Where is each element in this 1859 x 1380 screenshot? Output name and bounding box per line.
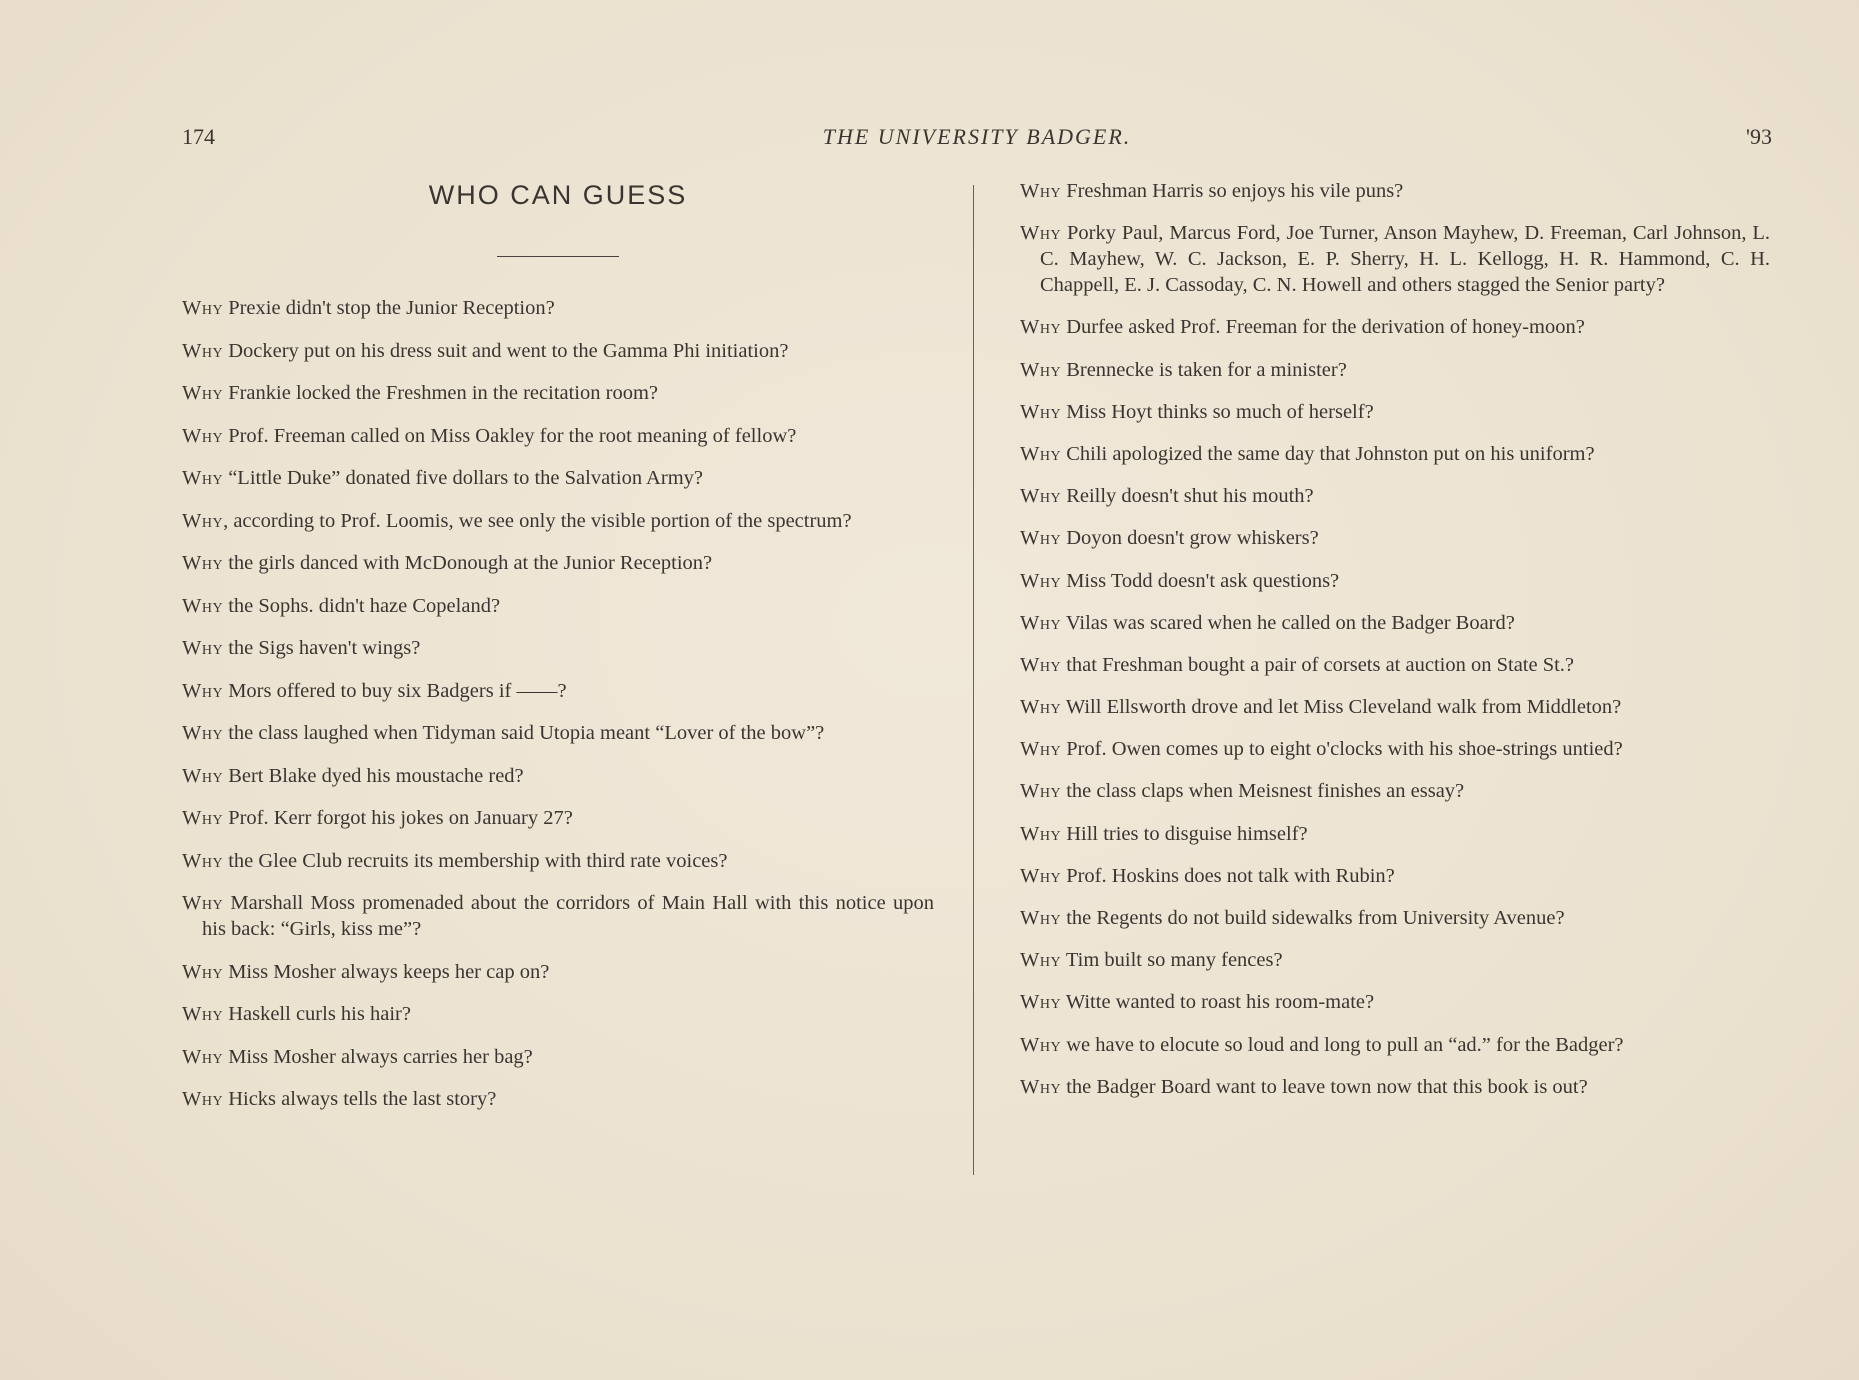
question-entry	[1020, 483, 1770, 509]
title-rule	[497, 256, 619, 257]
entry-text: Will Ellsworth drove and let Miss Cleveland walk from Middleton?	[1061, 696, 1622, 719]
question-entry	[1020, 357, 1770, 383]
question-entry	[1020, 525, 1770, 551]
entry-lead: Why	[182, 339, 224, 362]
entry-lead: Why	[1020, 222, 1062, 245]
entry-text: Doyon doesn't grow whiskers?	[1061, 527, 1319, 550]
year-mark: '93	[1746, 124, 1772, 149]
question-entry	[1020, 821, 1770, 847]
entry-text: the Sigs haven't wings?	[223, 637, 421, 659]
question-entry	[182, 678, 934, 704]
entry-text: Haskell curls his hair?	[223, 1003, 411, 1025]
question-entry	[1020, 778, 1770, 804]
question-entry	[182, 593, 934, 619]
entry-text: the class laughed when Tidyman said Utopia meant “Lover of the bow”?	[223, 722, 825, 744]
entry-lead: Why	[1020, 485, 1062, 508]
entry-text: Miss Mosher always keeps her cap on?	[223, 960, 550, 983]
entry-text: Brennecke is taken for a minister?	[1061, 358, 1347, 381]
entry-text: that Freshman bought a pair of corsets at auction on State St.?	[1061, 653, 1575, 676]
entry-text: Porky Paul, Marcus Ford, Joe Turner, Anson Mayhew, D. Freeman, Carl Johnson, L. C. Mayhew, W. C. Jackson, E. P. Sherry, H. L. Kellogg, H. R. Hammond, C. H. Chappell, E. J. Cassoday, C. N. Howell and others stagged the Senior party?	[1040, 222, 1770, 297]
entry-text: Mors offered to buy six Badgers if ——?	[223, 679, 567, 702]
question-entry	[1020, 178, 1770, 204]
entry-text: Witte wanted to roast his room-mate?	[1061, 991, 1375, 1014]
entry-text: the Glee Club recruits its membership with third rate voices?	[223, 849, 728, 872]
question-entry	[182, 380, 934, 406]
question-entry	[182, 763, 934, 789]
page-number: 174	[182, 124, 215, 149]
question-entry	[182, 508, 934, 534]
question-entry	[1020, 1032, 1770, 1058]
question-entry	[182, 1001, 934, 1027]
entry-lead: Why	[182, 807, 224, 829]
right-column	[1020, 178, 1770, 1116]
question-entry	[182, 848, 934, 874]
entry-text: Miss Hoyt thinks so much of herself?	[1061, 400, 1374, 423]
question-entry	[182, 890, 934, 942]
question-entry	[1020, 947, 1770, 973]
question-entry	[182, 1086, 934, 1112]
entry-lead: Why	[1020, 527, 1062, 550]
entry-lead: Why	[1020, 358, 1062, 381]
question-entry	[1020, 863, 1770, 889]
question-entry	[1020, 694, 1770, 720]
entry-text: the Sophs. didn't haze Copeland?	[223, 594, 501, 617]
entry-lead: Why	[182, 637, 224, 659]
entry-lead: Why	[182, 382, 224, 404]
entry-text: Prexie didn't stop the Junior Reception?	[223, 297, 555, 319]
entry-lead: Why	[1020, 907, 1062, 929]
entry-text: Miss Mosher always carries her bag?	[223, 1045, 533, 1068]
question-entry	[1020, 736, 1770, 762]
entry-lead: Why	[182, 679, 224, 702]
entry-lead: Why	[182, 849, 224, 872]
question-entry	[1020, 399, 1770, 425]
question-entry	[182, 423, 934, 449]
question-entry	[182, 550, 934, 576]
question-entry	[1020, 905, 1770, 931]
entry-lead: Why	[182, 467, 224, 489]
question-entry	[1020, 314, 1770, 340]
question-entry	[182, 338, 934, 364]
entry-lead: Why	[1020, 1033, 1062, 1056]
entry-lead: Why	[1020, 949, 1062, 972]
entry-text: Hicks always tells the last story?	[223, 1088, 497, 1110]
entry-lead: Why	[1020, 864, 1062, 887]
entry-text: Prof. Freeman called on Miss Oakley for the root meaning of fellow?	[223, 424, 797, 447]
entry-lead: Why	[1020, 400, 1062, 423]
entry-lead: Why	[182, 764, 224, 787]
entry-text: Tim built so many fences?	[1061, 949, 1283, 972]
entry-lead: Why	[182, 1003, 224, 1025]
entry-text: Prof. Hoskins does not talk with Rubin?	[1061, 864, 1395, 887]
entry-lead: Why	[1020, 822, 1062, 845]
running-title: THE UNIVERSITY BADGER.	[822, 124, 1132, 149]
entry-lead: Why	[182, 424, 224, 447]
entry-lead: Why	[1020, 653, 1062, 676]
entry-text: Miss Todd doesn't ask questions?	[1061, 569, 1340, 592]
question-entry	[1020, 568, 1770, 594]
section-title: WHO CAN GUESS	[428, 180, 688, 210]
entry-lead: Why	[182, 297, 224, 319]
entry-lead: Why	[1020, 569, 1062, 592]
question-entry	[182, 295, 934, 321]
entry-text: we have to elocute so loud and long to pull an “ad.” for the Badger?	[1061, 1033, 1624, 1056]
entry-lead: Why	[182, 509, 224, 532]
column-divider	[973, 185, 974, 1175]
entry-lead: Why	[1020, 611, 1062, 634]
entry-lead: Why	[182, 594, 224, 617]
page-header	[182, 124, 1772, 154]
entry-lead: Why	[1020, 738, 1062, 761]
entry-lead: Why	[1020, 316, 1062, 339]
entry-text: Dockery put on his dress suit and went to the Gamma Phi initiation?	[223, 339, 789, 362]
question-entry	[182, 1044, 934, 1070]
entry-text: the Badger Board want to leave town now that this book is out?	[1061, 1075, 1588, 1098]
entry-lead: Why	[1020, 780, 1062, 803]
entry-text: , according to Prof. Loomis, we see only the visible portion of the spectrum?	[223, 509, 852, 532]
question-entry	[1020, 652, 1770, 678]
entry-text: the Regents do not build sidewalks from University Avenue?	[1061, 907, 1565, 929]
entry-lead: Why	[182, 960, 224, 983]
question-entry	[182, 805, 934, 831]
entry-lead: Why	[182, 722, 224, 744]
entry-lead: Why	[1020, 180, 1062, 202]
question-entry	[1020, 610, 1770, 636]
question-entry	[1020, 441, 1770, 467]
entry-text: the girls danced with McDonough at the Junior Reception?	[223, 552, 713, 574]
entry-text: Marshall Moss promenaded about the corridors of Main Hall with this notice upon his back: “Girls, kiss me”?	[202, 892, 934, 940]
question-entry	[182, 720, 934, 746]
entry-text: “Little Duke” donated five dollars to the Salvation Army?	[223, 467, 703, 489]
left-column	[182, 180, 934, 1129]
question-entry	[1020, 1074, 1770, 1100]
entry-text: Chili apologized the same day that Johnston put on his uniform?	[1061, 442, 1595, 465]
entry-text: Frankie locked the Freshmen in the recitation room?	[223, 382, 659, 404]
question-entry	[1020, 220, 1770, 298]
question-entry	[182, 635, 934, 661]
entry-text: Reilly doesn't shut his mouth?	[1061, 485, 1314, 508]
entry-text: Vilas was scared when he called on the Badger Board?	[1061, 611, 1515, 634]
entry-text: Prof. Owen comes up to eight o'clocks with his shoe-strings untied?	[1061, 738, 1623, 761]
entry-text: Hill tries to disguise himself?	[1061, 822, 1308, 845]
entry-lead: Why	[1020, 442, 1062, 465]
entry-text: Prof. Kerr forgot his jokes on January 27?	[223, 807, 573, 829]
entry-lead: Why	[1020, 991, 1062, 1014]
entry-text: Freshman Harris so enjoys his vile puns?	[1061, 180, 1404, 202]
entry-lead: Why	[182, 892, 224, 914]
entry-lead: Why	[182, 552, 224, 574]
entry-lead: Why	[1020, 696, 1062, 719]
question-entry	[182, 959, 934, 985]
entry-lead: Why	[1020, 1075, 1062, 1098]
entry-text: Durfee asked Prof. Freeman for the derivation of honey-moon?	[1061, 316, 1585, 339]
entry-text: the class claps when Meisnest finishes an essay?	[1061, 780, 1465, 803]
question-entry	[1020, 989, 1770, 1015]
entry-text: Bert Blake dyed his moustache red?	[223, 764, 524, 787]
entry-lead: Why	[182, 1045, 224, 1068]
entry-lead: Why	[182, 1088, 224, 1110]
question-entry	[182, 465, 934, 491]
